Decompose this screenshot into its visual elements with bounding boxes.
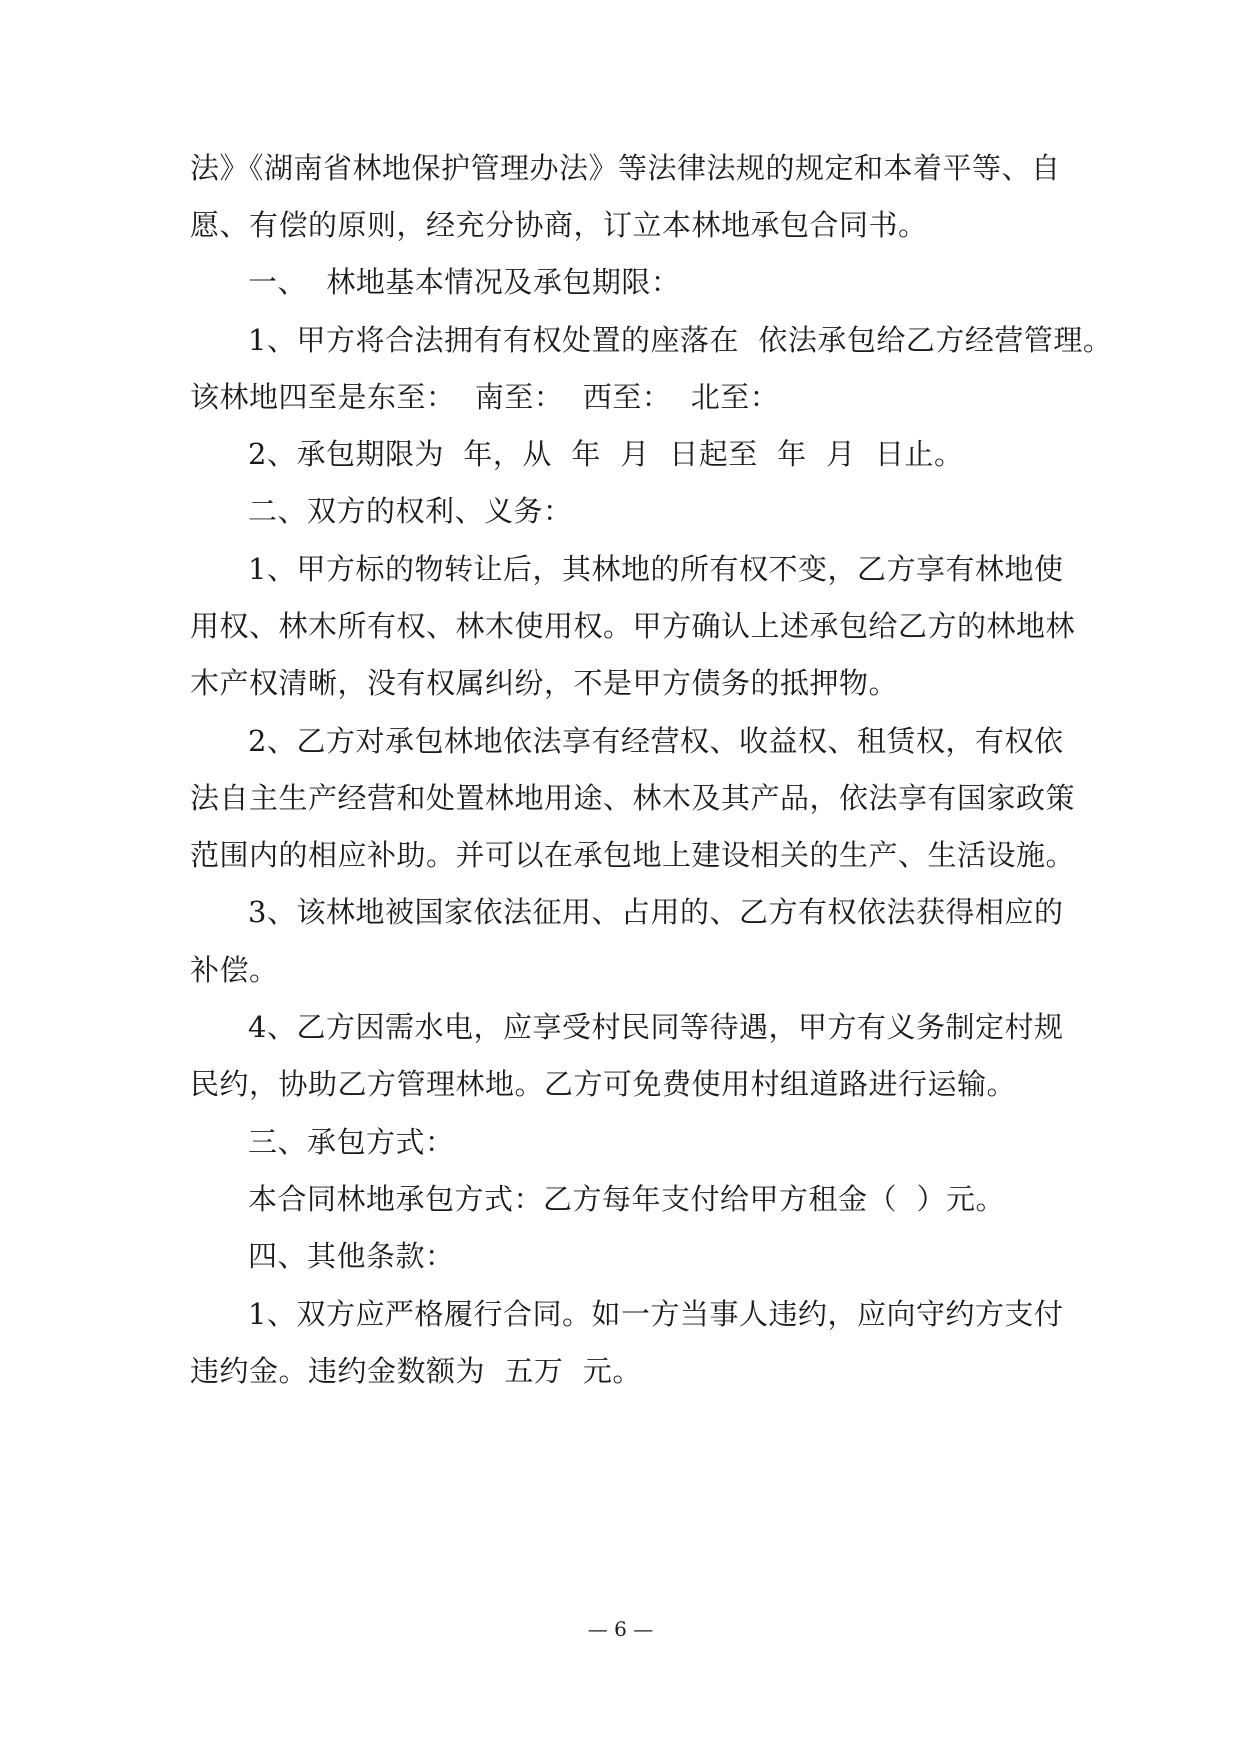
paragraph-line: 愿、有偿的原则，经充分协商，订立本林地承包合同书。 bbox=[190, 208, 928, 242]
section-heading: 一、 林地基本情况及承包期限： bbox=[248, 265, 681, 299]
paragraph-line: 4、乙方因需水电，应享受村民同等待遇，甲方有义务制定村规 bbox=[248, 1010, 1064, 1044]
paragraph-line: 本合同林地承包方式：乙方每年支付给甲方租金（ ）元。 bbox=[248, 1182, 1005, 1216]
paragraph-line: 该林地四至是东至： 南至： 西至： 北至： bbox=[190, 380, 780, 414]
paragraph-line: 3、该林地被国家依法征用、占用的、乙方有权依法获得相应的 bbox=[248, 895, 1064, 929]
paragraph-line: 用权、林木所有权、林木使用权。甲方确认上述承包给乙方的林地林 bbox=[190, 609, 1076, 643]
paragraph-line: 范围内的相应补助。并可以在承包地上建设相关的生产、生活设施。 bbox=[190, 838, 1076, 872]
paragraph-line: 法自主生产经营和处置林地用途、林木及其产品，依法享有国家政策 bbox=[190, 781, 1076, 815]
section-heading: 四、其他条款： bbox=[248, 1239, 455, 1273]
paragraph-line: 违约金。违约金数额为 五万 元。 bbox=[190, 1354, 642, 1388]
section-heading: 三、承包方式： bbox=[248, 1125, 455, 1159]
paragraph-line: 1、甲方将合法拥有有权处置的座落在 依法承包给乙方经营管理。 bbox=[248, 323, 1113, 357]
paragraph-line: 补偿。 bbox=[190, 953, 279, 987]
paragraph-line: 民约，协助乙方管理林地。乙方可免费使用村组道路进行运输。 bbox=[190, 1067, 1017, 1101]
paragraph-line: 2、乙方对承包林地依法享有经营权、收益权、租赁权，有权依 bbox=[248, 724, 1064, 758]
paragraph-line: 法》《湖南省林地保护管理办法》等法律法规的规定和本着平等、自 bbox=[190, 151, 1061, 185]
paragraph-line: 1、双方应严格履行合同。如一方当事人违约，应向守约方支付 bbox=[248, 1297, 1064, 1331]
section-heading: 二、双方的权利、义务： bbox=[248, 494, 573, 528]
paragraph-line: 木产权清晰，没有权属纠纷，不是甲方债务的抵押物。 bbox=[190, 666, 899, 700]
paragraph-line: 2、承包期限为 年，从 年 月 日起至 年 月 日止。 bbox=[248, 437, 964, 471]
page-number: — 6 — bbox=[587, 1617, 654, 1641]
paragraph-line: 1、甲方标的物转让后，其林地的所有权不变，乙方享有林地使 bbox=[248, 552, 1064, 586]
